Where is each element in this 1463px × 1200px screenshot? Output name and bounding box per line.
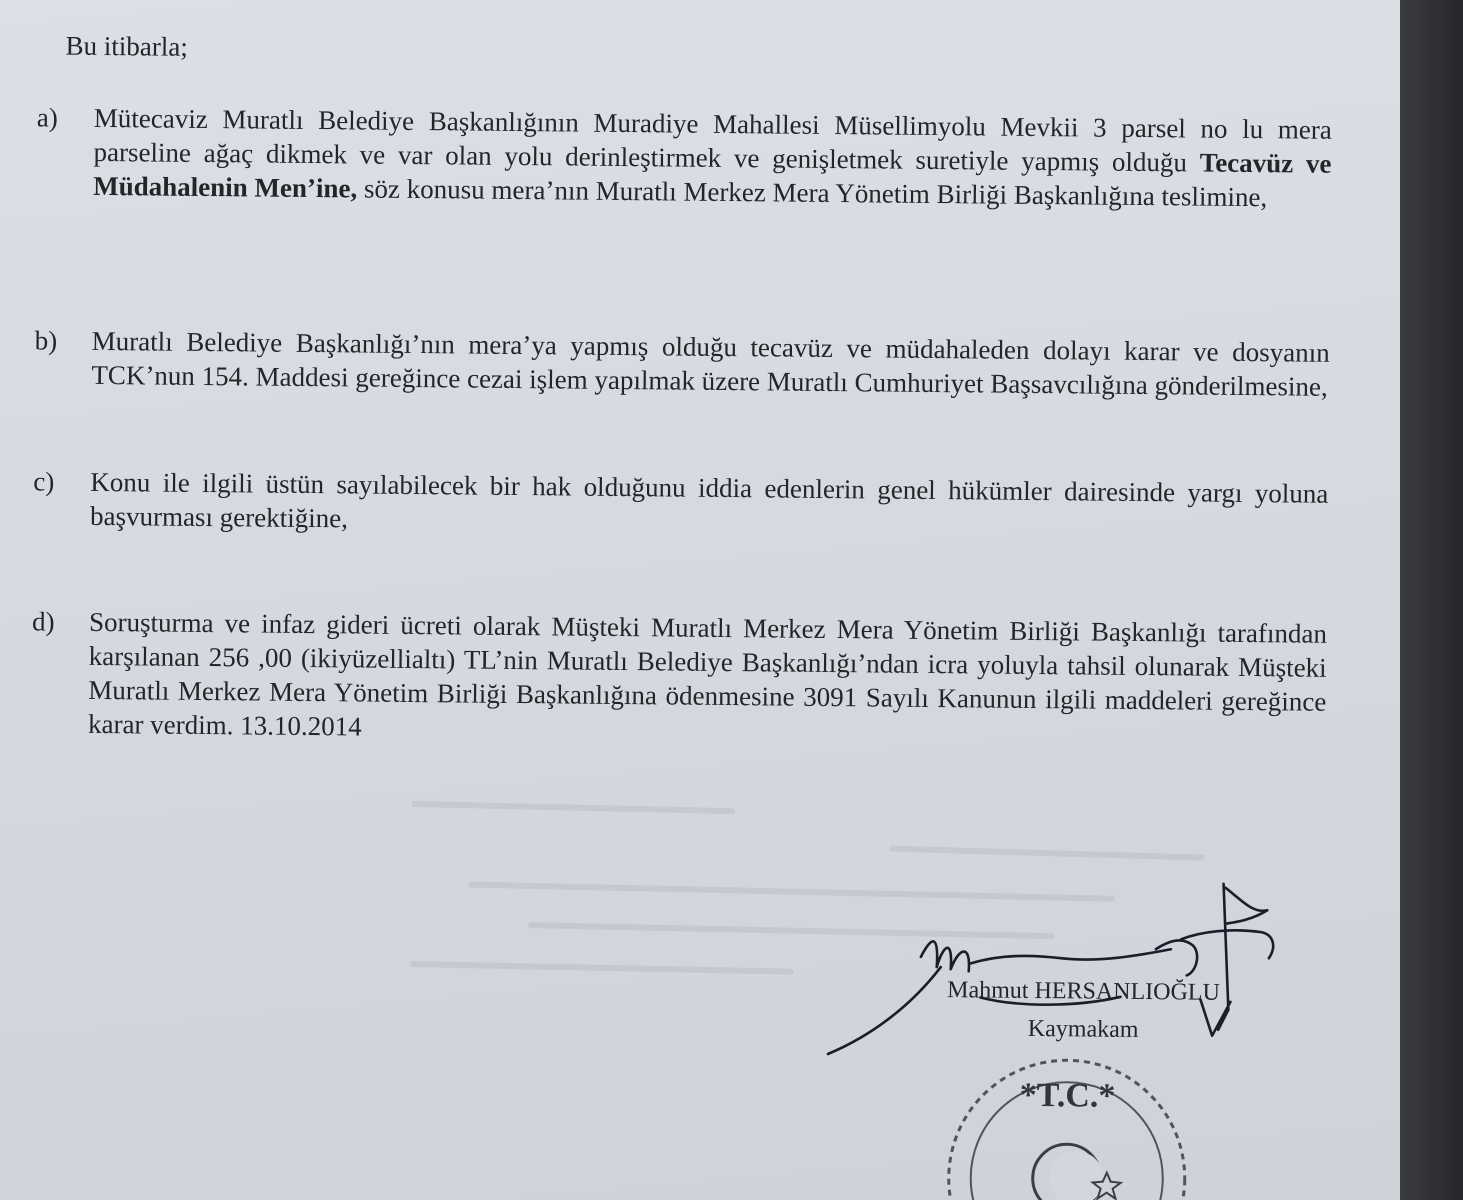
item-marker: a) [36, 102, 59, 133]
background-edge [1400, 0, 1463, 1200]
decision-item-b [34, 323, 1330, 403]
decision-item-c [33, 464, 1329, 544]
item-marker: b) [34, 325, 58, 356]
intro-line: Bu itibarla; [65, 30, 188, 62]
signatory-block [908, 975, 1259, 1046]
official-seal-stamp [936, 1047, 1198, 1200]
item-marker: c) [33, 466, 55, 497]
item-text: Konu ile ilgili üstün sayılabilecek bir hak olduğunu iddia edenlerin genel hükümler dairesinde yargı yoluna başvurması gerektiğine, [89, 466, 1329, 534]
signatory-title: Kaymakam [1027, 1015, 1139, 1043]
item-text: Muratlı Belediye Başkanlığı’nın mera’ya yapmış olduğu tecavüz ve müdahaleden dolayı karar ve dosyanın TCK’nun 154. Maddesi gereğince cezai işlem yapılmak üzere Muratlı Cumhuriyet Başsavcılığına gönderilmesine, [91, 325, 1330, 402]
decision-item-a [36, 100, 1332, 214]
item-text-part: Mütecaviz Muratlı Belediye Başkanlığının Muradiye Mahallesi Müsellimyolu Mevkii 3 parsel no lu mera parseline ağaç dikmek ve var olan yolu derinleştirmek ve genişletmek suretiyle yapmış olduğu [93, 102, 1332, 178]
item-text-part: söz konusu mera’nın Muratlı Merkez Mera Yönetim Birliği Başkanlığına teslimine, [357, 173, 1268, 213]
stamp-text: *T.C.* [1019, 1076, 1116, 1115]
decision-item-d [31, 604, 1327, 752]
signatory-name: Mahmut HERSANLIOĞLU [947, 977, 1220, 1006]
item-bold-text: Tecavüz ve Müdahalenin Men’ine, [93, 147, 1332, 204]
crescent-star-icon [1032, 1144, 1121, 1200]
item-text: Soruşturma ve infaz gideri ücreti olarak Müşteki Muratlı Merkez Mera Yönetim Birliği Başkanlığı tarafından karşılanan 256 ,00 (ikiyüzellialtı) TL’nin Muratlı Belediye Başkanlığı’ndan icra yoluyla tahsil olunarak Müşteki Muratlı Merkez Mera Yönetim Birliği Başkanlığına ödenmesine 3091 Sayılı Kanunun ilgili maddeleri gereğince karar verdim. 13.10.2014 [87, 606, 1328, 742]
item-marker: d) [31, 606, 55, 637]
item-text [93, 101, 1332, 215]
